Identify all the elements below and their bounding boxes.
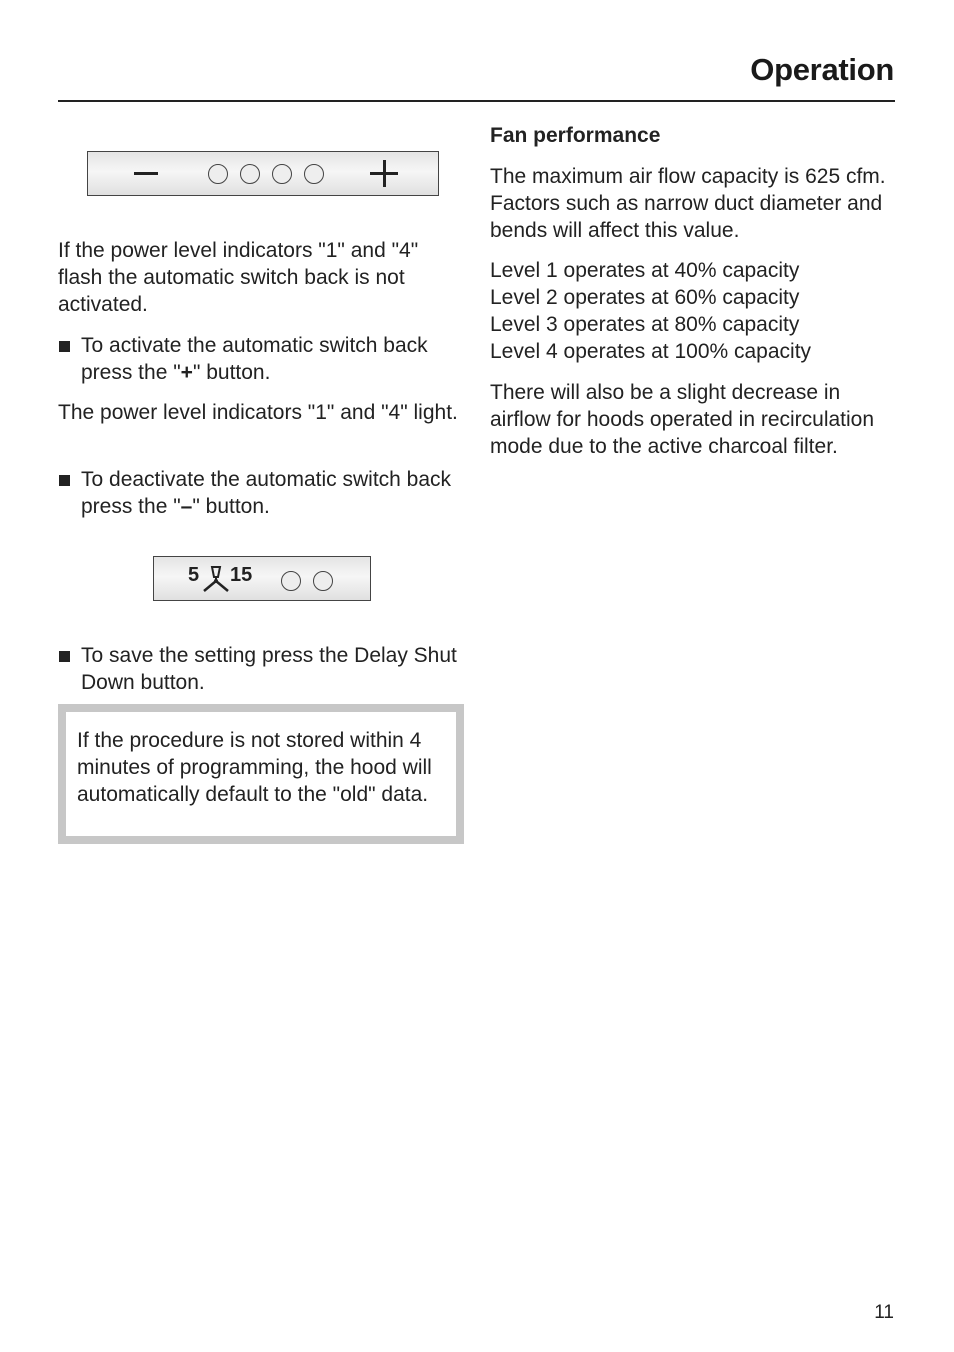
level-list <box>490 257 890 365</box>
delay-indicator-light-1 <box>281 571 301 591</box>
minus-icon <box>134 172 158 175</box>
deactivate-instruction <box>58 466 468 520</box>
page-number: 11 <box>874 1302 894 1323</box>
delay-left-number: 5 <box>188 564 200 586</box>
minus-symbol: – <box>180 495 193 518</box>
switch-back-intro: If the power level indicators "1" and "4" flash the automatic switch back is not activated. <box>58 239 419 316</box>
notice-text: If the procedure is not stored within 4 minutes of programming, the hood will automatically default to the "old" data. <box>77 729 432 806</box>
delay-right-number: 15 <box>230 564 253 586</box>
power-indicator-light-1 <box>208 164 228 184</box>
deactivate-text-before: To deactivate the automatic switch back press the " <box>81 468 452 518</box>
level-item: Level 2 operates at 60% capacity <box>490 286 800 309</box>
recirculation-note: There will also be a slight decrease in airflow for hoods operated in recirculation mode due to the active charcoal filter. <box>490 381 875 458</box>
deactivate-text-after: " button. <box>192 495 270 518</box>
fan-icon <box>200 564 232 594</box>
power-indicator-light-3 <box>272 164 292 184</box>
level-item: Level 4 operates at 100% capacity <box>490 340 812 363</box>
level-item: Level 3 operates at 80% capacity <box>490 313 800 336</box>
delay-panel-illustration <box>153 556 371 601</box>
save-setting-instruction: To save the setting press the Delay Shut Down button. <box>58 642 468 696</box>
level-item: Level 1 operates at 40% capacity <box>490 259 800 282</box>
right-column <box>490 122 890 460</box>
fan-performance-heading: Fan performance <box>490 124 661 147</box>
indicators-light-text: The power level indicators "1" and "4" light. <box>58 401 458 424</box>
activate-text-before: To activate the automatic switch back press the " <box>81 334 428 384</box>
notice-box <box>58 704 464 844</box>
airflow-capacity-text: The maximum air flow capacity is 625 cfm. Factors such as narrow duct diameter and bends will affect this value. <box>490 165 886 242</box>
plus-symbol: + <box>180 361 193 384</box>
delay-indicator-light-2 <box>313 571 333 591</box>
activate-text-after: " button. <box>192 361 271 384</box>
activate-instruction <box>58 332 468 386</box>
control-panel-illustration <box>87 151 439 196</box>
page-title: Operation <box>750 52 894 87</box>
header-rule <box>58 100 895 102</box>
plus-icon-vertical <box>383 160 386 187</box>
power-indicator-light-2 <box>240 164 260 184</box>
power-indicator-light-4 <box>304 164 324 184</box>
